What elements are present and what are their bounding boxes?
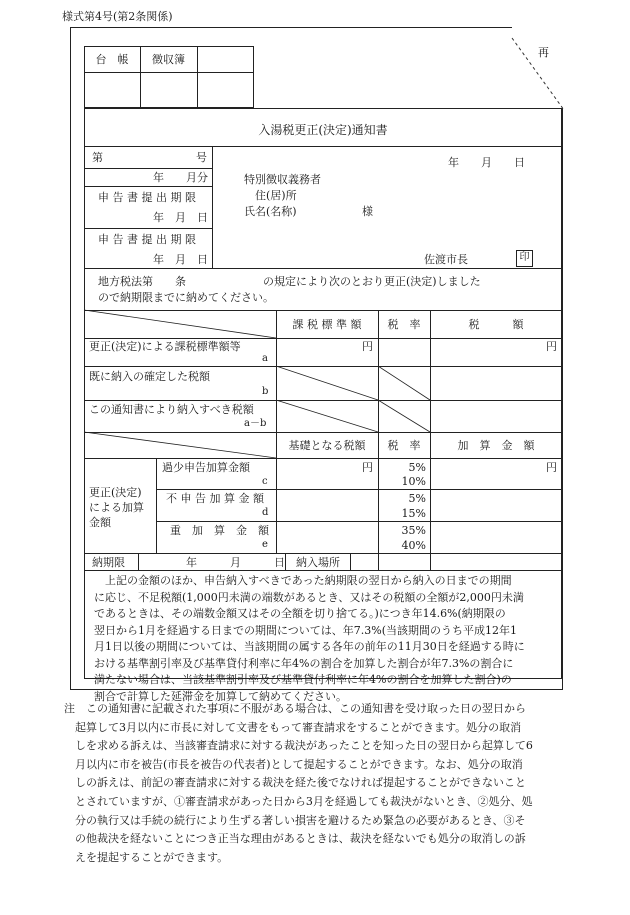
ledger-daicho-label: 台 帳	[95, 53, 129, 66]
note-line: の他裁決を経ないことにつき正当な理由があるときは、裁決を経ないでも処分の取消しの訴	[64, 832, 526, 846]
number-dai-label: 第	[92, 151, 103, 164]
seal-mark: 印	[516, 250, 533, 267]
corner-stamp-label: 再	[538, 46, 549, 59]
row-a-letter: a	[262, 353, 268, 364]
delinquency-line: 満たない場合は、当該基準割引率及び基準貸付利率に年4%の割合を加算した割合)の	[94, 673, 512, 686]
group-label-line-2: による加算	[89, 501, 144, 514]
note-line: しの訴えは、前記の審査請求に対する裁決を経た後でなければ提起することができないこと	[64, 776, 526, 790]
note-line: しを求める訴えは、当該審査請求に対する裁決があったことを知った日の翌日から起算して6	[64, 739, 533, 753]
row-e-label: 重 加 算 金 額	[170, 524, 269, 537]
filing-deadline-date-2: 年 月 日	[153, 253, 208, 266]
col-rate-2: 税 率	[387, 439, 421, 452]
filing-deadline-label-2: 申 告 書 提 出 期 限	[98, 233, 196, 246]
delinquency-line: おける基準割引率及び基準貸付利率に年4%の割合を加算した割合が年7.3%の割合に	[94, 656, 514, 670]
row-a-yen-base: 円	[362, 340, 373, 353]
payment-place-label: 納入場所	[296, 556, 340, 569]
row-ab-label: この通知書により納入すべき税額	[89, 403, 254, 416]
row-c-label: 過少申告加算金額	[162, 461, 250, 474]
row-b-letter: b	[262, 386, 269, 397]
filing-deadline-date-1: 年 月 日	[153, 211, 208, 224]
delinquency-line: に応じ、不足税額(1,000円未満の端数があるとき、又はその税額の全額が2,000円未満	[94, 590, 524, 604]
row-c-yen-amount: 円	[546, 461, 557, 474]
row-d-label: 不 申 告 加 算 金 額	[166, 492, 264, 505]
delinquency-line: 翌日から1月を経過する日までの期間については、年7.3%(当該期間のうち平成12年1	[94, 623, 518, 637]
row-c-letter: c	[262, 476, 268, 487]
delinquency-line: であるときは、その端数金額又はその全額を切り捨てる。)につき年14.6%(納期限の	[94, 607, 506, 620]
row-b-label: 既に納入の確定した税額	[89, 370, 210, 383]
ledger-choshubo-label: 徴収簿	[152, 53, 185, 66]
row-a-yen-tax: 円	[546, 340, 557, 353]
form-number: 様式第4号(第2条関係)	[62, 10, 173, 23]
delinquency-line: 月1日以後の期間については、当該期間の属する各年の前年の11月30日を経過する時に	[94, 640, 525, 653]
row-e-rate-1: 35%	[401, 524, 426, 537]
col-tax-rate: 税 率	[387, 318, 421, 331]
number-go-label: 号	[196, 151, 207, 164]
note-line: 起算して3月以内に市長に対して文書をもって審査請求をすることができます。処分の取消	[64, 720, 522, 734]
payment-deadline-date: 年 月 日	[186, 556, 285, 569]
row-c-rate-1: 5%	[408, 461, 426, 474]
filing-deadline-label-1: 申 告 書 提 出 期 限	[98, 191, 196, 204]
col-tax-amount: 税 額	[468, 318, 524, 331]
group-label-line-3: 金額	[89, 516, 111, 529]
address-label: 住(居)所	[255, 189, 297, 202]
row-d-rate-1: 5%	[408, 492, 426, 505]
note-line: 分の執行又は手続の続行により生ずる著しい損害を避けるため緊急の必要があるとき、③そ	[64, 813, 526, 827]
row-c-rate-2: 10%	[401, 475, 426, 488]
col-added-amount: 加 算 金 額	[457, 439, 535, 452]
year-month-label: 年 月分	[153, 171, 208, 184]
row-a-label: 更正(決定)による課税標準額等	[89, 340, 241, 353]
delinquency-paragraph	[94, 573, 558, 705]
name-label: 氏名(名称)	[244, 205, 297, 218]
col-base-tax: 基礎となる税額	[288, 439, 366, 452]
delinquency-line: 上記の金額のほか、申告納入すべきであった納期限の翌日から納入の日までの期間	[94, 574, 512, 587]
row-e-rate-2: 40%	[401, 539, 426, 552]
row-ab-letter: a－b	[244, 418, 267, 429]
page-title: 入湯税更正(決定)通知書	[258, 123, 388, 137]
row-c-yen-base: 円	[362, 461, 373, 474]
note-line: えを提起することができます。	[64, 850, 229, 864]
col-tax-base: 課 税 標 準 額	[292, 318, 362, 331]
note-line: とされていますが、①審査請求があった日から3月を経過しても裁決がないとき、②処分、処	[64, 794, 533, 808]
notice-line-1: 地方税法第 条 の規定により次のとおり更正(決定)しました	[98, 275, 481, 288]
honorific-label: 様	[362, 205, 373, 218]
payment-deadline-label: 納期限	[92, 556, 125, 569]
special-collector-label: 特別徴収義務者	[244, 173, 321, 186]
row-d-letter: d	[262, 507, 269, 518]
appeal-note	[64, 700, 584, 867]
notice-date: 年 月 日	[448, 156, 525, 169]
group-label-line-1: 更正(決定)	[89, 486, 142, 499]
note-line: 月以内に市を被告(市長を被告の代表者)として提起することができます。なお、処分の取消	[64, 757, 523, 771]
mayor-label: 佐渡市長	[424, 253, 468, 266]
row-e-letter: e	[262, 539, 268, 550]
row-d-rate-2: 15%	[401, 507, 426, 520]
notice-line-2: ので納期限までに納めてください。	[98, 291, 274, 304]
note-line: 注 この通知書に記載された事項に不服がある場合は、この通知書を受け取った日の翌日から	[64, 702, 526, 715]
delinquency-line: 割合で計算した延滞金を加算して納めてください。	[94, 689, 347, 703]
